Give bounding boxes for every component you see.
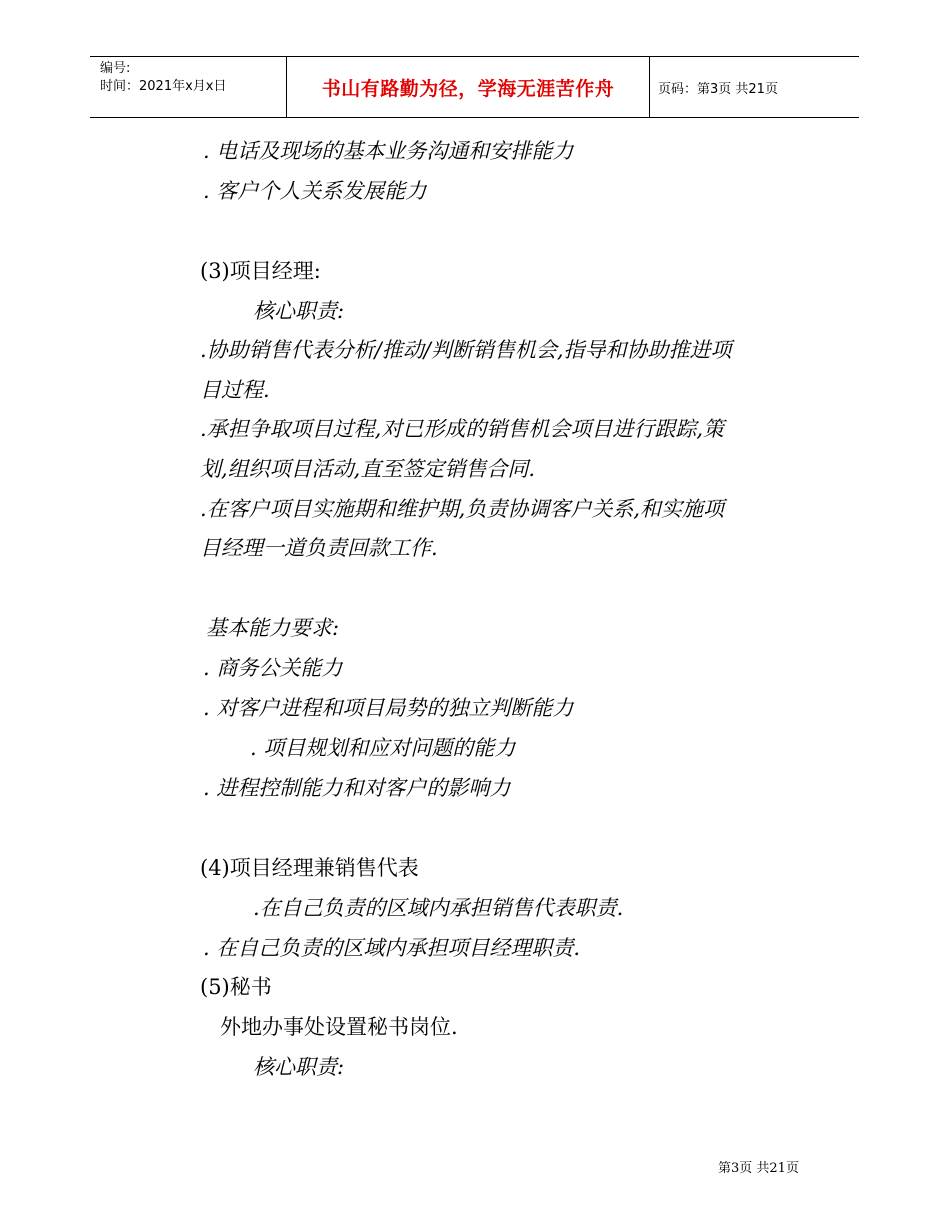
text-line: 外地办事处设置秘书岗位. <box>220 1015 458 1039</box>
text-line: .协助销售代表分析/推动/判断销售机会,指导和协助推进项 <box>200 338 732 362</box>
text-line: . 进程控制能力和对客户的影响力 <box>203 776 511 800</box>
time-label: 时间：2021年x月x日 <box>100 79 227 94</box>
text-line: .在自己负责的区域内承担销售代表职责. <box>253 896 624 920</box>
subheading: 基本能力要求: <box>206 616 340 640</box>
number-label: 编号: <box>100 61 131 76</box>
header-meta <box>90 57 287 117</box>
page-footer: 第3页 共21页 <box>718 1161 799 1176</box>
header-motto: 书山有路勤为径，学海无涯苦作舟 <box>287 57 650 117</box>
section-heading: (5)秘书 <box>200 975 272 999</box>
text-line: . 对客户进程和项目局势的独立判断能力 <box>203 696 574 720</box>
text-line: . 电话及现场的基本业务沟通和安排能力 <box>203 139 574 163</box>
text-line: .承担争取项目过程,对已形成的销售机会项目进行跟踪,策 <box>200 417 725 441</box>
text-line: 目过程. <box>200 378 270 402</box>
section-heading: (4)项目经理兼销售代表 <box>200 856 419 880</box>
text-line: . 商务公关能力 <box>203 656 343 680</box>
subheading: 核心职责: <box>253 1055 345 1079</box>
text-line: 划,组织项目活动,直至签定销售合同. <box>200 457 536 481</box>
page-header <box>90 56 859 118</box>
subheading: 核心职责: <box>253 299 345 323</box>
text-line: .在客户项目实施期和维护期,负责协调客户关系,和实施项 <box>200 497 725 521</box>
text-line: 目经理一道负责回款工作. <box>200 536 438 560</box>
section-heading: (3)项目经理: <box>200 259 321 283</box>
header-page-number: 页码：第3页 共21页 <box>658 81 778 97</box>
text-line: . 项目规划和应对问题的能力 <box>250 736 516 760</box>
text-line: . 在自己负责的区域内承担项目经理职责. <box>203 936 581 960</box>
text-line: . 客户个人关系发展能力 <box>203 179 427 203</box>
